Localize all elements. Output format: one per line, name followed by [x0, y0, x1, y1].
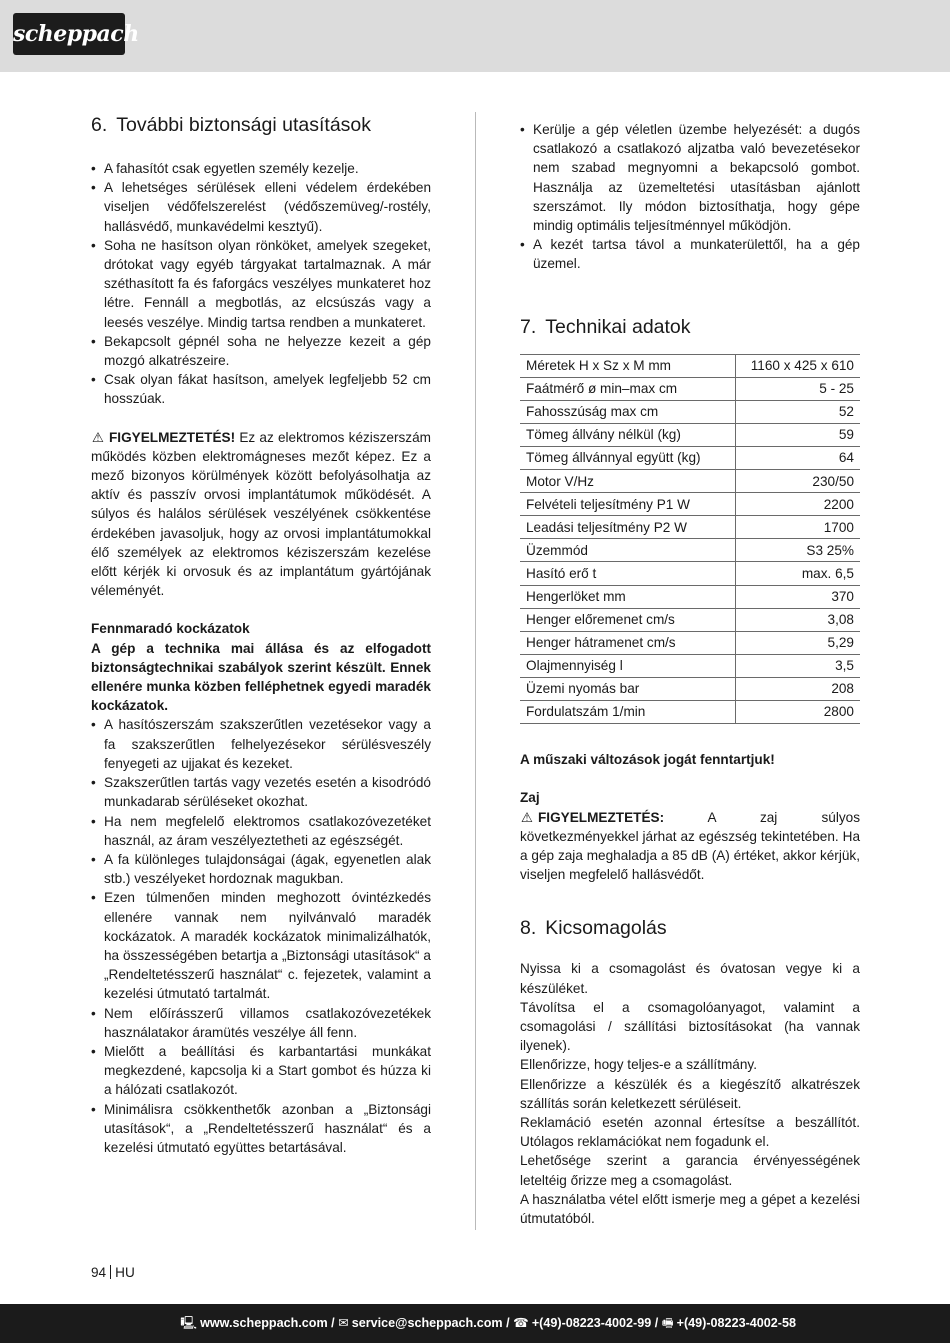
- table-row: [520, 377, 860, 400]
- spec-label: Henger hátramenet cm/s: [520, 631, 736, 654]
- scheppach-logo: scheppach: [13, 13, 125, 55]
- list-item: • Soha ne hasítson olyan rönköket, amelyek szegeket, drótokat vagy egyéb tárgyakat tartalmaznak. A már széthasított fa és faforgács veszélyes munkateret hoz létre. Fennáll a megbotlás, az elcsúszás vagy a leesés veszélye. Mindig tartsa rendben a munkateret.: [91, 236, 431, 332]
- section-7-number: 7.: [520, 315, 537, 338]
- section-7-heading: [520, 314, 860, 340]
- spec-value: 3,08: [736, 608, 861, 631]
- paragraph: Nyissa ki a csomagolást és óvatosan vegye ki a készüléket.: [520, 961, 860, 996]
- table-row: [520, 516, 860, 539]
- column-divider: [475, 112, 476, 1230]
- spec-label: Tömeg állvánnyal együtt (kg): [520, 447, 736, 470]
- spec-label: Henger előremenet cm/s: [520, 608, 736, 631]
- computer-icon: 🖳: [180, 1316, 198, 1330]
- list-item: • Ha nem megfelelő elektromos csatlakozóvezetéket használ, az áram veszélyeztetheti az egészségét.: [91, 812, 431, 850]
- header-bar: [0, 0, 950, 72]
- noise-warning-text: A zaj súlyos következményekkel járhat az egészség tekintetében. Ha a gép zaja meghaladja a 85 dB (A) értéket, akkor kérjük, viseljen megfelelő hallásvédőt.: [520, 809, 860, 883]
- table-row: [520, 400, 860, 423]
- table-row: [520, 354, 860, 377]
- spec-label: Tömeg állvány nélkül (kg): [520, 423, 736, 446]
- page-separator: [110, 1265, 111, 1279]
- table-row: [520, 608, 860, 631]
- spec-value: 59: [736, 423, 861, 446]
- spec-label: Olajmennyiség l: [520, 654, 736, 677]
- table-row: [520, 562, 860, 585]
- noise-warning: [520, 808, 860, 885]
- list-item: • A lehetséges sérülések elleni védelem érdekében viseljen védőfelszerelést (védőszemüveg/-rostély, hallásvédő, munkavédelmi kesztyű).: [91, 178, 431, 236]
- right-column: [520, 120, 860, 1228]
- list-item: • A kezét tartsa távol a munkaterülettől, ha a gép üzemel.: [520, 235, 860, 273]
- noise-title: [520, 788, 860, 807]
- paragraph: Reklamáció esetén azonnal értesítse a beszállítót. Utólagos reklamációkat nem fogadunk el.: [520, 1114, 860, 1150]
- email-icon: ✉: [338, 1316, 349, 1330]
- section-8-number: 8.: [520, 917, 537, 940]
- separator: /: [651, 1316, 662, 1330]
- table-row: [520, 654, 860, 677]
- table-row: [520, 423, 860, 446]
- section-6-heading: [91, 112, 431, 138]
- spec-label: Leadási teljesítmény P2 W: [520, 516, 736, 539]
- list-item: • Csak olyan fákat hasítson, amelyek legfeljebb 52 cm hosszúak.: [91, 370, 431, 408]
- separator: /: [502, 1316, 514, 1330]
- safety-bullet-list: [91, 159, 431, 409]
- spec-value: 2200: [736, 493, 861, 516]
- spec-label: Fahosszúság max cm: [520, 400, 736, 423]
- table-row: [520, 493, 860, 516]
- phone-number[interactable]: +(49)-08223-4002-99: [531, 1316, 652, 1330]
- fax-number[interactable]: +(49)-08223-4002-58: [676, 1316, 796, 1330]
- paragraph: Lehetősége szerint a garancia érvényességének leteltéig őrizze meg a csomagolást.: [520, 1153, 860, 1188]
- website-link[interactable]: www.scheppach.com: [200, 1316, 328, 1330]
- warning-label: FIGYELMEZTETÉS!: [109, 429, 236, 445]
- paragraph: Ellenőrizze a készülék és a kiegészítő alkatrészek szállítás során keletkezett sérüléseit.: [520, 1076, 860, 1111]
- emf-warning: [91, 428, 431, 601]
- spec-value: max. 6,5: [736, 562, 861, 585]
- technical-changes-note: [520, 750, 860, 769]
- spec-value: 208: [736, 677, 861, 700]
- section-6-title: További biztonsági utasítások: [116, 114, 372, 136]
- technical-changes-note-text: A műszaki változások jogát fenntartjuk!: [520, 752, 775, 768]
- paragraph: A használatba vétel előtt ismerje meg a gépet a kezelési útmutatóból.: [520, 1191, 860, 1226]
- fax-icon: 🖷: [661, 1316, 674, 1330]
- spec-label: Üzemmód: [520, 539, 736, 562]
- spec-label: Hasító erő t: [520, 562, 736, 585]
- spec-label: Faátmérő ø min–max cm: [520, 377, 736, 400]
- table-row: [520, 447, 860, 470]
- table-row: [520, 701, 860, 724]
- paragraph: Távolítsa el a csomagolóanyagot, valamint a csomagolási / szállítási biztosításokat (ha vannak ilyenek).: [520, 999, 860, 1054]
- unpacking-instructions: [520, 959, 860, 1228]
- warning-label: FIGYELMEZTETÉS:: [538, 809, 665, 825]
- table-row: [520, 631, 860, 654]
- spec-value: 230/50: [736, 470, 861, 493]
- section-7-title: Technikai adatok: [545, 315, 691, 338]
- language-code: HU: [115, 1265, 135, 1280]
- left-column: [91, 112, 431, 1157]
- table-row: [520, 677, 860, 700]
- technical-data-table: [520, 354, 860, 725]
- warning-text: Ez az elektromos kéziszerszám működés közben elektromágneses mezőt képez. Ez a mező bizonyos körülmények között befolyásolhatja az aktív és passzív orvosi implantátumok működését. A súlyos és halálos sérülések veszélyének csökkentése érdekében javasoljuk, hogy az orvosi implantátumokkal élő személyek az elektromos kéziszerszám kezelése előtt kérjék ki orvosuk és az implantátum gyártójának véleményét.: [91, 429, 431, 599]
- spec-value: 2800: [736, 701, 861, 724]
- residual-risk-title: [91, 619, 431, 638]
- section-8-heading: [520, 915, 860, 941]
- spec-label: Fordulatszám 1/min: [520, 701, 736, 724]
- spec-value: 64: [736, 447, 861, 470]
- safety-bullet-list-continued: [520, 120, 860, 274]
- page-number-block: [91, 1265, 135, 1280]
- list-item: • A fahasítót csak egyetlen személy kezelje.: [91, 159, 431, 178]
- spec-value: 370: [736, 585, 861, 608]
- spec-value: 1160 x 425 x 610: [736, 354, 861, 377]
- residual-risk-list: [91, 715, 431, 1157]
- list-item: • Minimálisra csökkenthetők azonban a „Biztonsági utasítások“, a „Rendeltetésszerű használat“ és a kezelési útmutató együttes betartásával.: [91, 1100, 431, 1158]
- noise-title-text: Zaj: [520, 790, 540, 806]
- spec-label: Méretek H x Sz x M mm: [520, 354, 736, 377]
- spec-value: 52: [736, 400, 861, 423]
- list-item: • Ezen túlmenően minden meghozott óvintézkedés ellenére vannak nem nyilvánvaló maradék kockázatok. A maradék kockázatok minimalizálhatók, ha összességében betartja a „Biztonsági utasítások“ a „Rendeltetésszerű használat“ c. fejezetek, valamint a kezelési útmutató tartalmát.: [91, 888, 431, 1003]
- list-item: • A hasítószerszám szakszerűtlen vezetésekor vagy a fa szakszerűtlen felhelyezésekor sérülésveszély fenyegeti az ujjakat és kezeket.: [91, 715, 431, 773]
- warning-triangle-icon: ⚠: [520, 809, 534, 825]
- page-number: 94: [91, 1265, 107, 1280]
- table-row: [520, 585, 860, 608]
- spec-value: S3 25%: [736, 539, 861, 562]
- spec-value: 3,5: [736, 654, 861, 677]
- spec-value: 1700: [736, 516, 861, 539]
- section-8-title: Kicsomagolás: [545, 917, 667, 940]
- spec-label: Felvételi teljesítmény P1 W: [520, 493, 736, 516]
- warning-triangle-icon: ⚠: [91, 429, 105, 445]
- table-row: [520, 470, 860, 493]
- residual-risk-intro: [91, 639, 431, 716]
- separator: /: [327, 1316, 339, 1330]
- spec-label: Üzemi nyomás bar: [520, 677, 736, 700]
- spec-value: 5 - 25: [736, 377, 861, 400]
- list-item: • Mielőtt a beállítási és karbantartási munkákat megkezdené, kapcsolja ki a Start gombot és húzza ki a hálózati csatlakozót.: [91, 1042, 431, 1100]
- list-item: • A fa különleges tulajdonságai (ágak, egyenetlen alak stb.) veszélyeket hordoznak magukban.: [91, 850, 431, 888]
- list-item: • Nem előírásszerű villamos csatlakozóvezetékek használatakor áramütés veszélye áll fenn.: [91, 1004, 431, 1042]
- paragraph: Ellenőrizze, hogy teljes-e a szállítmány.: [520, 1057, 757, 1073]
- email-link[interactable]: service@scheppach.com: [351, 1316, 503, 1330]
- spec-value: 5,29: [736, 631, 861, 654]
- spec-label: Motor V/Hz: [520, 470, 736, 493]
- spec-label: Hengerlöket mm: [520, 585, 736, 608]
- table-row: [520, 539, 860, 562]
- contact-line: [180, 1304, 796, 1343]
- section-6-number: 6.: [91, 114, 108, 136]
- list-item: • Kerülje a gép véletlen üzembe helyezését: a dugós csatlakozó a csatlakozó aljzatba való bevezetésekor nem szabad megnyomni a bekapcsoló gombot. Használja az üzemeltetési utasításban ajánlott szerszámot. Ily módon biztosíthatja, hogy gépe mindig optimális teljesítménnyel működjön.: [520, 120, 860, 235]
- phone-icon: ☎: [513, 1316, 529, 1330]
- list-item: • Bekapcsolt gépnél soha ne helyezze kezeit a gép mozgó alkatrészeire.: [91, 332, 431, 370]
- residual-risk-intro-text: A gép a technika mai állása és az elfogadott biztonságtechnikai szabályok szerint készült. Ennek ellenére munka közben felléphetnek egyedi maradék kockázatok.: [91, 640, 431, 714]
- list-item: • Szakszerűtlen tartás vagy vezetés esetén a kisodródó munkadarab sérüléseket okozhat.: [91, 773, 431, 811]
- residual-risk-title-text: Fennmaradó kockázatok: [91, 621, 250, 637]
- footer-contact-bar: [0, 1304, 950, 1343]
